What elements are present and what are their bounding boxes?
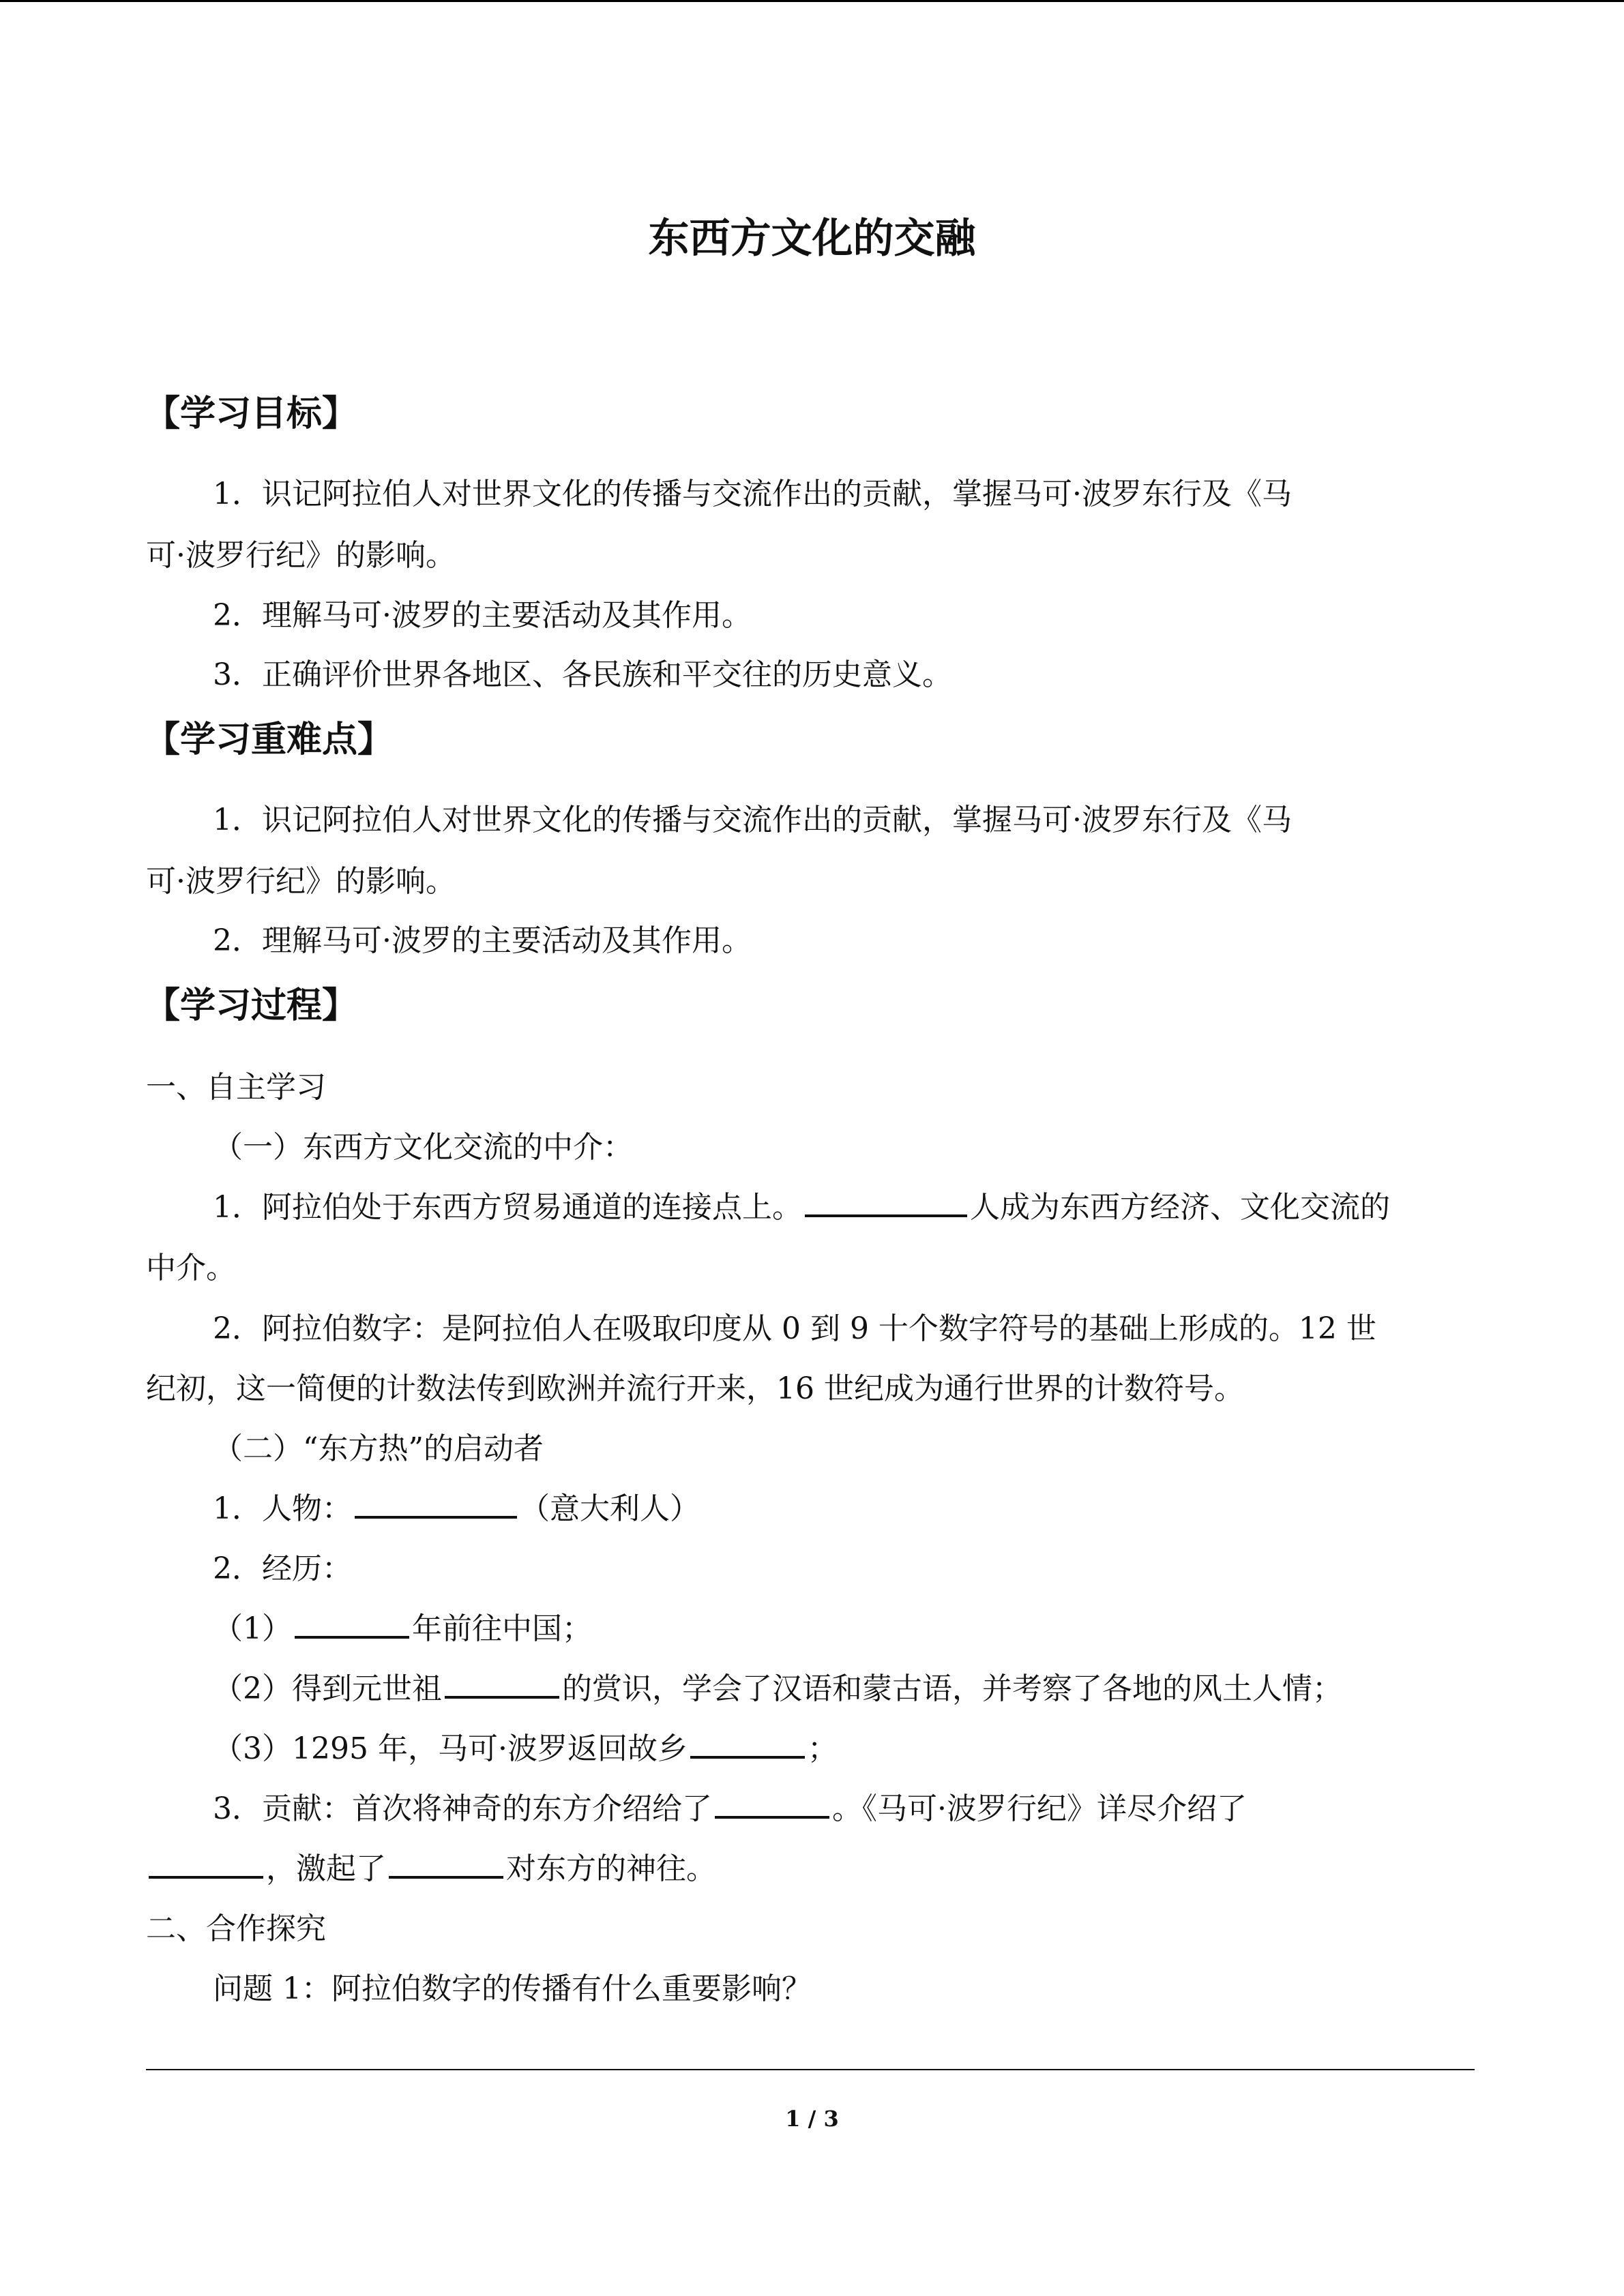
- item-text: 。《马可·波罗行纪》详尽介绍了: [832, 1791, 1247, 1826]
- fill-blank[interactable]: [389, 1847, 503, 1879]
- item-text: 的赏识，学会了汉语和蒙古语，并考察了各地的风土人情；: [562, 1671, 1342, 1706]
- item-text: 1．阿拉伯处于东西方贸易通道的连接点上。: [213, 1190, 802, 1225]
- item-arab-intermediary-cont: 中介。: [146, 1251, 236, 1285]
- item-text: 对东方的神往。: [506, 1851, 716, 1886]
- item-text: ，激起了: [266, 1851, 386, 1886]
- goal-3: 3．正确评价世界各地区、各民族和平交往的历史意义。: [213, 657, 952, 692]
- section-heading-process: 【学习过程】: [145, 985, 358, 1026]
- key-point-2: 2．理解马可·波罗的主要活动及其作用。: [213, 923, 752, 958]
- item-experience: 2．经历：: [213, 1551, 352, 1586]
- key-point-1-line-1: 1．识记阿拉伯人对世界文化的传播与交流作出的贡献，掌握马可·波罗东行及《马: [213, 803, 1292, 837]
- item-text: （意大利人）: [520, 1491, 700, 1526]
- goal-1-line-1: 1．识记阿拉伯人对世界文化的传播与交流作出的贡献，掌握马可·波罗东行及《马: [213, 477, 1292, 511]
- section-heading-goals: 【学习目标】: [145, 393, 358, 434]
- fill-blank[interactable]: [295, 1607, 409, 1639]
- fill-blank[interactable]: [355, 1487, 517, 1519]
- item-contribution-line-1: [213, 1785, 1247, 1833]
- fill-blank[interactable]: [445, 1667, 559, 1699]
- item-person: [213, 1485, 700, 1533]
- part-2-heading: 二、合作探究: [146, 1911, 326, 1946]
- goal-2: 2．理解马可·波罗的主要活动及其作用。: [213, 598, 752, 633]
- item-arab-intermediary: [213, 1184, 1390, 1232]
- question-1: 问题 1：阿拉伯数字的传播有什么重要影响？: [213, 1971, 812, 2006]
- item-text: 3．贡献：首次将神奇的东方介绍给了: [213, 1791, 712, 1826]
- item-text: （1）: [213, 1611, 292, 1646]
- fill-blank[interactable]: [149, 1847, 263, 1879]
- subsection-2-heading: （二）“东方热”的启动者: [213, 1431, 544, 1466]
- fill-blank[interactable]: [805, 1186, 967, 1217]
- item-arabic-numerals-line-2: 纪初，这一简便的计数法传到欧洲并流行开来，16 世纪成为通行世界的计数符号。: [146, 1371, 1244, 1406]
- experience-3: [213, 1725, 838, 1773]
- item-text: 1．人物：: [213, 1491, 352, 1526]
- goal-1-line-2: 可·波罗行纪》的影响。: [146, 538, 456, 573]
- footer-divider: [146, 2069, 1475, 2070]
- item-contribution-line-2: [146, 1845, 716, 1893]
- section-heading-key-points: 【学习重难点】: [145, 719, 394, 760]
- item-text: （2）得到元世祖: [213, 1671, 442, 1706]
- experience-1: [213, 1605, 592, 1653]
- part-1-heading: 一、自主学习: [146, 1070, 326, 1105]
- top-border: [0, 0, 1624, 2]
- fill-blank[interactable]: [690, 1727, 805, 1759]
- item-text: 人成为东西方经济、文化交流的: [970, 1190, 1390, 1225]
- experience-2: [213, 1665, 1342, 1713]
- key-point-1-line-2: 可·波罗行纪》的影响。: [146, 864, 456, 899]
- item-arabic-numerals-line-1: 2．阿拉伯数字：是阿拉伯人在吸取印度从 0 到 9 十个数字符号的基础上形成的。12 世: [213, 1311, 1376, 1346]
- page-title: 东西方文化的交融: [648, 215, 976, 263]
- item-text: （3）1295 年，马可·波罗返回故乡: [213, 1731, 688, 1766]
- subsection-1-heading: （一）东西方文化交流的中介：: [213, 1130, 633, 1165]
- item-text: ；: [807, 1731, 838, 1766]
- item-text: 年前往中国；: [412, 1611, 592, 1646]
- page-number: 1 / 3: [785, 2106, 839, 2132]
- fill-blank[interactable]: [715, 1787, 829, 1819]
